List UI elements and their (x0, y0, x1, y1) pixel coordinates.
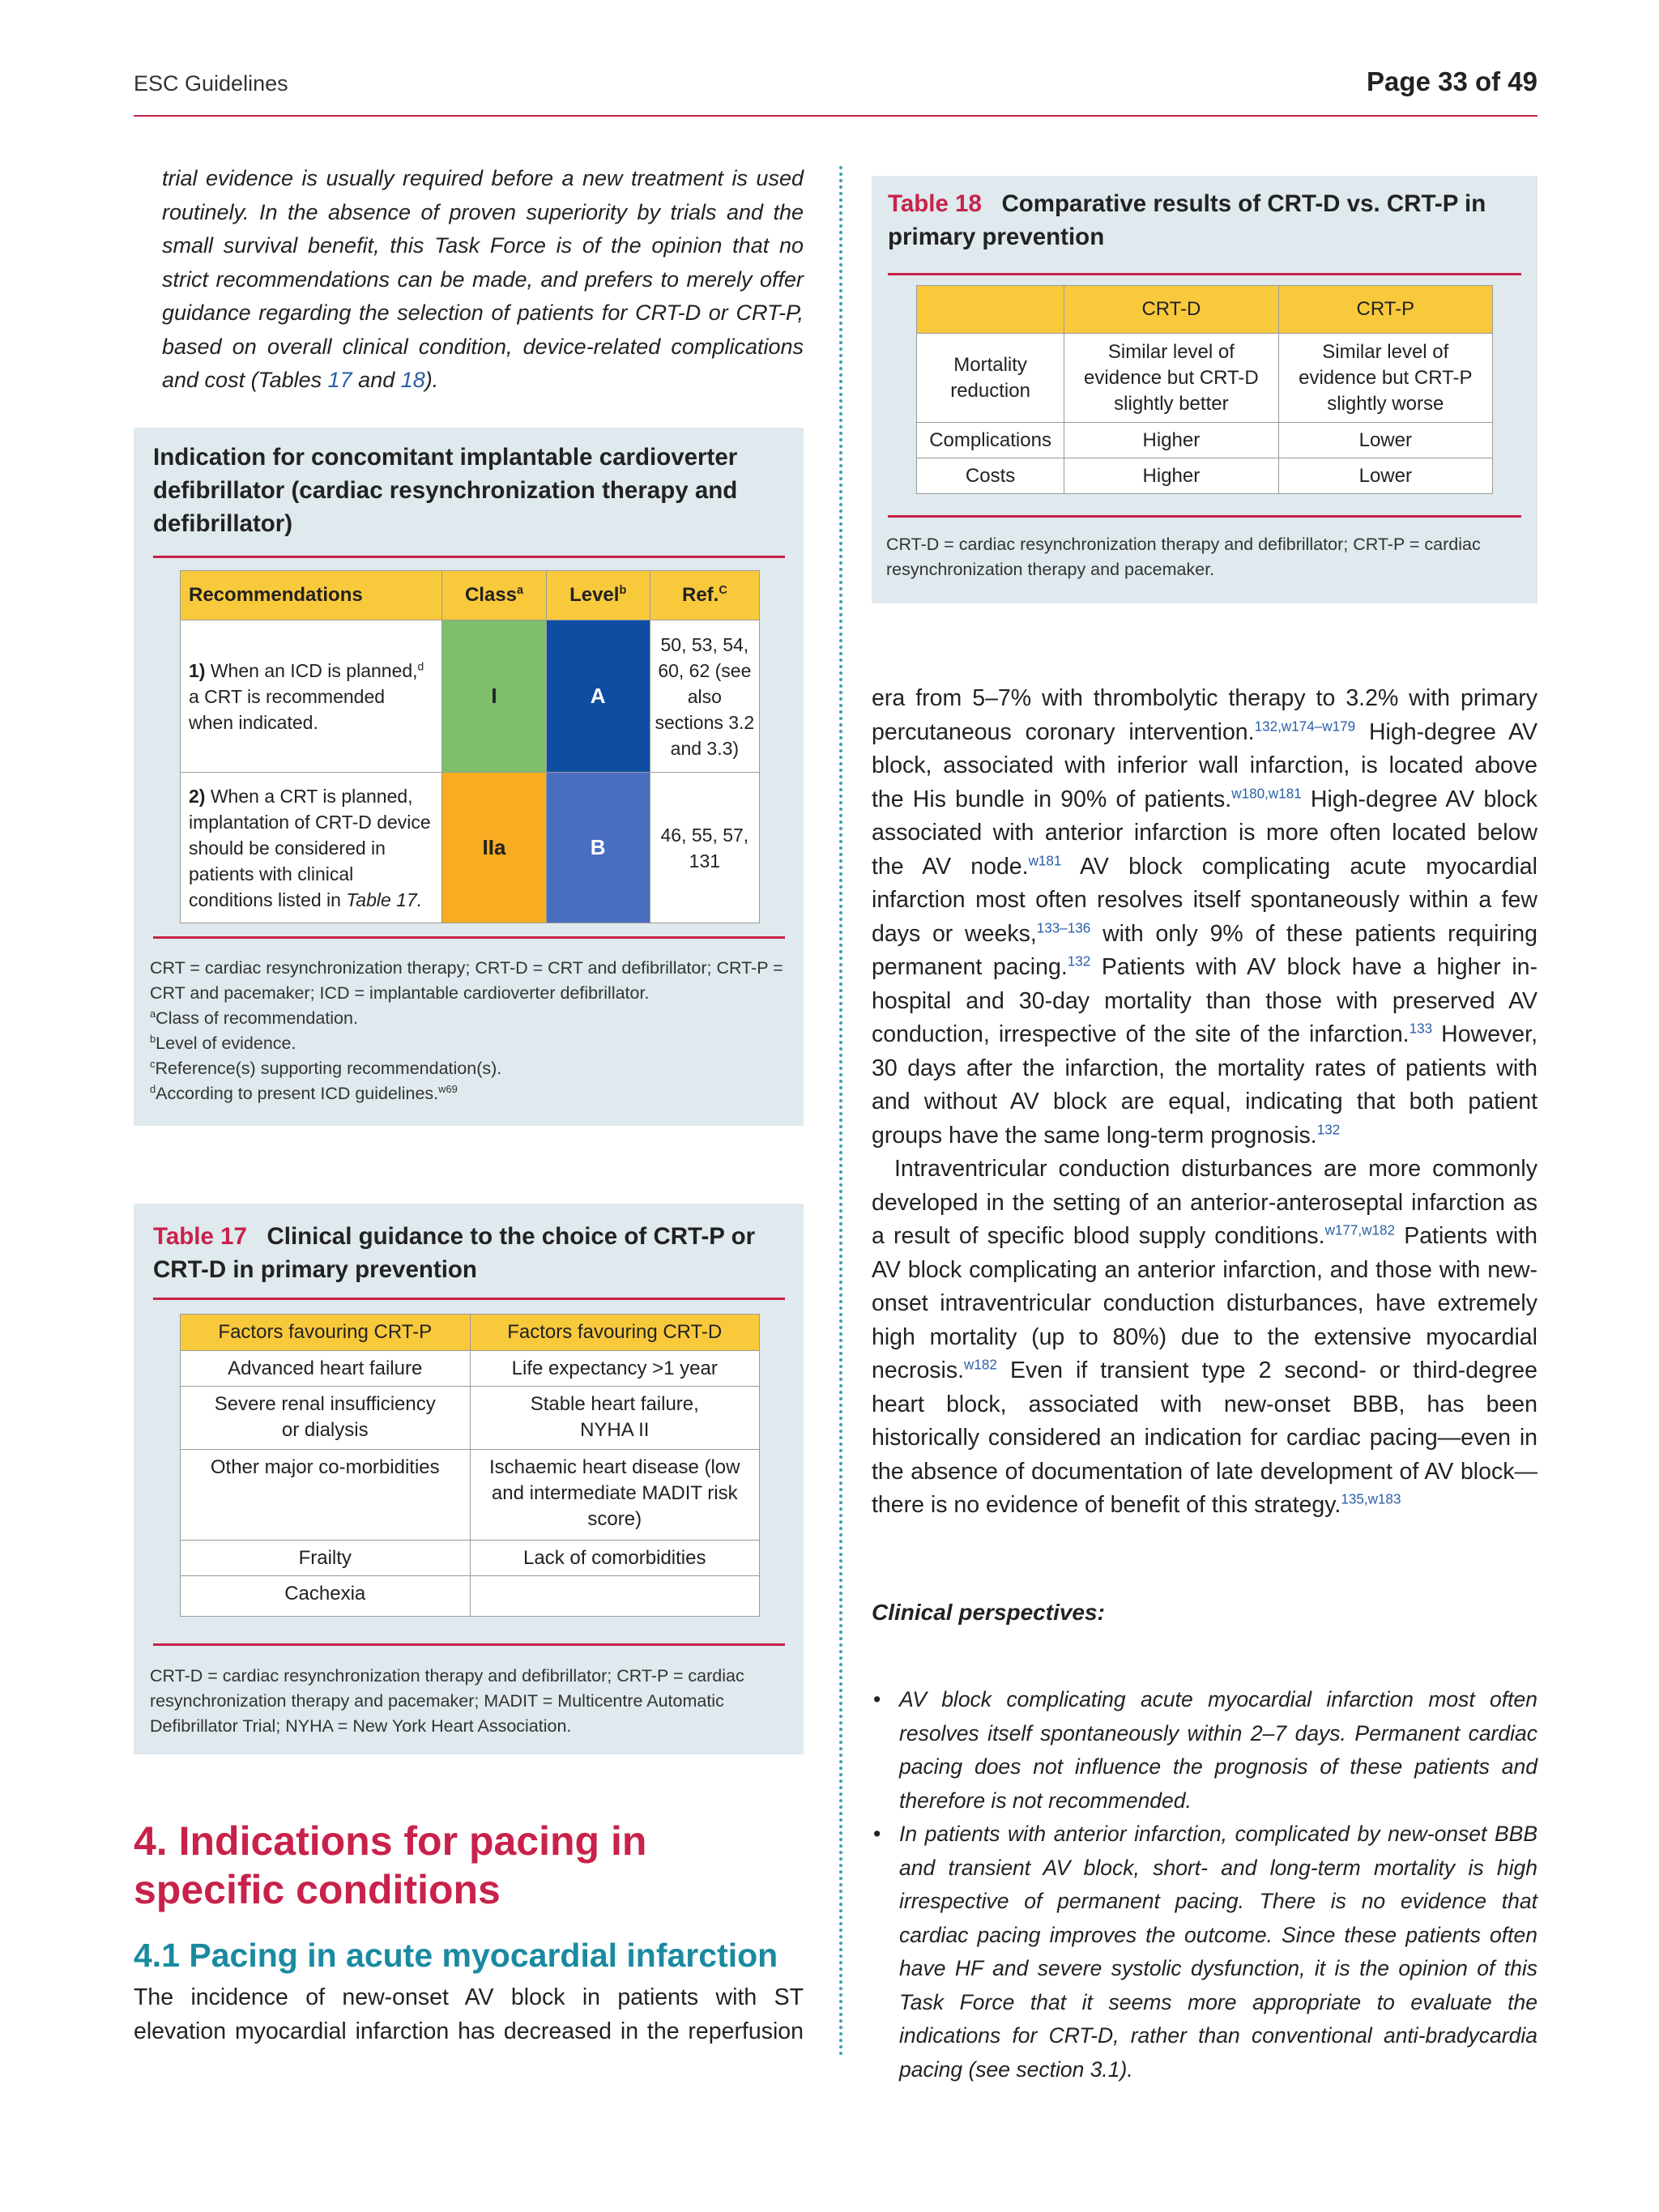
recommendation-text (181, 773, 442, 923)
list-item (872, 1818, 1537, 2086)
col-label: Recommendations (189, 584, 363, 606)
list-item (872, 1683, 1537, 1818)
table17-title (153, 1220, 785, 1286)
table-label: Table 17 (153, 1223, 247, 1250)
body-paragraph-1 (872, 682, 1537, 1153)
col-label: Ref. (681, 584, 719, 606)
note-c (150, 1056, 798, 1081)
cell: Life expectancy >1 year (470, 1351, 760, 1387)
citation-link[interactable]: 133 (1409, 1021, 1433, 1037)
col-class (442, 571, 546, 620)
box-rule (153, 1643, 785, 1646)
citation-link[interactable]: w182 (964, 1357, 997, 1373)
running-header: ESC Guidelines (134, 71, 288, 96)
body-text-segment: era from 5–7% with thrombolytic therapy to 3.2% with primary percutaneous coronary intervention. (872, 685, 1537, 745)
citation-link[interactable]: 132 (1316, 1122, 1341, 1137)
table-label: Table 18 (888, 190, 982, 217)
body-text-segment: Patients with AV block have a higher in-hospital and 30-day mortality than those with preserved AV conduction, irrespective of the site of the infarction. (872, 954, 1538, 1047)
table-row (181, 773, 760, 923)
col-recommendations (181, 571, 442, 620)
note-text: Class of recommendation. (156, 1008, 358, 1028)
recommendation-box (134, 428, 804, 1126)
table-title-text: Comparative results of CRT-D vs. CRT-P in primary prevention (888, 190, 1486, 250)
body-text-segment: High-degree AV block, associated with inferior wall infarction, is located above the His bundle in 90% of patients. (872, 718, 1537, 812)
cell: Frailty (181, 1541, 471, 1576)
body-text (872, 682, 1537, 1523)
row-label: Complications (917, 423, 1064, 458)
intro-text: trial evidence is usually required before a new treatment is used routinely. In the absence of proven superiority by trials and the small survival benefit, this Task Force is of the opinion that no strict recommendations can be made, and prefers to merely offer guidance regarding the selection of patients for CRT-D or CRT-P, based on overall clinical condition, device-related complications and cost (Tables (162, 166, 804, 392)
class-cell (442, 620, 546, 773)
table-title-text: Clinical guidance to the choice of CRT-P or CRT-D in primary prevention (153, 1223, 756, 1283)
col-crt-d: Factors favouring CRT-D (470, 1315, 760, 1351)
header-rule (134, 115, 1537, 117)
table-row (181, 1450, 760, 1541)
table17-link[interactable]: 17 (327, 368, 352, 392)
clinical-perspectives-list (872, 1683, 1537, 2086)
intro-and: and (352, 368, 401, 392)
cell: Other major co-morbidities (181, 1450, 471, 1541)
section-4-1-text: The incidence of new-onset AV block in patients with ST elevation myocardial infarction has decreased in the reperfusion (134, 1984, 804, 2044)
body-text-segment: Patients with AV block complicating an anterior infarction, and those with new-onset intraventricular conduction disturbances, have extremely high mortality (up to 80%) due to the extensive myocardial necrosis. (872, 1223, 1537, 1383)
row-label: Costs (917, 458, 1064, 494)
cell: Lack of comorbidities (470, 1541, 760, 1576)
note-b (150, 1031, 798, 1056)
table17-box (134, 1204, 804, 1754)
body-text-segment: Intraventricular conduction disturbances are more commonly developed in the setting of an anterior-anteroseptal infarction as a result of specific blood supply conditions. (872, 1156, 1537, 1249)
footnote-mark: b (150, 1032, 156, 1045)
table17-notes: CRT-D = cardiac resynchronization therapy and defibrillator; CRT-P = cardiac resynchronization therapy and pacemaker; MADIT = Multicentre Automatic Defibrillator Trial; NYHA = New York Heart Association. (150, 1666, 744, 1736)
cell: Severe renal insufficiency or dialysis (181, 1387, 471, 1450)
table-row (917, 423, 1493, 458)
bullet-icon: • (873, 1687, 881, 1711)
citation-link[interactable]: 133–136 (1036, 920, 1091, 936)
footnote-mark: C (719, 584, 727, 597)
col-crt-p: Factors favouring CRT-P (181, 1315, 471, 1351)
table-row (917, 334, 1493, 423)
clinical-perspectives-title: Clinical perspectives: (872, 1600, 1105, 1625)
row-number: 2) (189, 785, 206, 807)
body-paragraph-2 (872, 1153, 1537, 1523)
recommendation-text (181, 620, 442, 773)
note-a (150, 1006, 798, 1031)
class-value: IIa (482, 835, 506, 859)
table18-title (888, 187, 1520, 254)
box-rule (153, 936, 785, 939)
body-text-segment: Even if transient type 2 second- or third-degree heart block, associated with new-onset BBB, has been historically considered an indication for cardiac pacing—even in the absence of documentation of late development of AV block—there is no evidence of benefit of this strategy. (872, 1357, 1537, 1518)
recommendation-box-title: Indication for concomitant implantable cardioverter defibrillator (cardiac resynchronization therapy and defibrillator) (153, 444, 738, 537)
list-item-text: AV block complicating acute myocardial infarction most often resolves itself spontaneously within 2–7 days. Permanent cardiac pacing does not influence the prognosis of these patients and therefore is not recommended. (899, 1687, 1537, 1813)
list-item-text: In patients with anterior infarction, complicated by new-onset BBB and transient AV block, short- and long-term mortality is high irrespective of permanent pacing. There is no evidence that cardiac pacing improves the outcome. Since these patients often have HF and severe systolic dysfunction, it is the opinion of this Task Force that it seems more appropriate to evaluate the indications for CRT-D, rather than conventional anti-bradycardia pacing (see section 3.1). (899, 1822, 1537, 2082)
col-label: Level (569, 584, 620, 606)
body-text-segment: However, 30 days after the infarction, the mortality rates of patients with and without AV block are equal, indicating that both patient groups have the same long-term prognosis. (872, 1021, 1537, 1149)
cell: Cachexia (181, 1576, 471, 1617)
ref-value: 50, 53, 54, 60, 62 (see also sections 3.2 and 3.3) (655, 633, 755, 759)
table18-box (872, 176, 1537, 603)
footnote-mark: c (150, 1057, 156, 1070)
section-4-heading: 4. Indications for pacing in specific conditions (134, 1818, 647, 1912)
cell: Ischaemic heart disease (low and intermediate MADIT risk score) (470, 1450, 760, 1541)
cell: Similar level of evidence but CRT-P slightly worse (1278, 334, 1492, 423)
table-row (181, 1351, 760, 1387)
table-row (181, 620, 760, 773)
table18 (916, 285, 1493, 494)
note-abbreviations: CRT = cardiac resynchronization therapy; CRT-D = CRT and defibrillator; CRT-P = CRT and pacemaker; ICD = implantable cardioverter defibrillator. (150, 958, 783, 1003)
page-number: Page 33 of 49 (1367, 66, 1537, 96)
row-number: 1) (189, 659, 206, 681)
note-text: According to present ICD guidelines. (156, 1084, 439, 1103)
footnote-mark: d (150, 1082, 156, 1095)
body-text-segment: High-degree AV block associated with anterior infarction is more often located below the AV node. (872, 786, 1537, 880)
row-text: When a CRT is planned, implantation of CRT-D device should be considered in patients with clinical conditions listed in (189, 785, 431, 910)
footnote-mark: d (417, 659, 424, 672)
table-header-row (181, 571, 760, 620)
cell: Advanced heart failure (181, 1351, 471, 1387)
citation-link[interactable]: w177,w182 (1324, 1222, 1396, 1238)
col-crt-p: CRT-P (1278, 286, 1492, 334)
note-text: Reference(s) supporting recommendation(s). (155, 1059, 502, 1078)
cell (470, 1576, 760, 1617)
citation-link[interactable]: w180,w181 (1231, 786, 1302, 801)
body-text-segment: with only 9% of these patients requiring permanent pacing. (872, 920, 1537, 980)
citation: w69 (438, 1082, 458, 1095)
footnote-mark: a (517, 584, 524, 597)
cell: Higher (1064, 458, 1278, 494)
col-crt-d: CRT-D (1064, 286, 1278, 334)
class-value: I (491, 684, 497, 708)
table17 (180, 1314, 760, 1617)
box-rule (153, 1298, 785, 1300)
row-text: When an ICD is planned, (205, 659, 418, 681)
ref-cell (650, 620, 759, 773)
table-row (917, 458, 1493, 494)
citation-link[interactable]: 135,w183 (1341, 1491, 1401, 1507)
cell: Higher (1064, 423, 1278, 458)
ref-value: 46, 55, 57, 131 (660, 824, 749, 872)
table18-link[interactable]: 18 (400, 368, 425, 392)
citation-link[interactable]: 132,w174–w179 (1254, 718, 1356, 734)
row-label: Mortality reduction (917, 334, 1064, 423)
row-text: a CRT is recommended when indicated. (189, 685, 386, 733)
note-text: Level of evidence. (156, 1034, 296, 1053)
cell: Similar level of evidence but CRT-D slightly better (1064, 334, 1278, 423)
cell: Lower (1278, 458, 1492, 494)
section-4-1-heading: 4.1 Pacing in acute myocardial infarction (134, 1937, 778, 1974)
table-row (181, 1541, 760, 1576)
footnote-mark: a (150, 1007, 156, 1020)
table-row (181, 1576, 760, 1617)
table18-notes: CRT-D = cardiac resynchronization therapy and defibrillator; CRT-P = cardiac resynchronization therapy and pacemaker. (886, 535, 1481, 579)
citation-link[interactable]: w181 (1028, 853, 1062, 868)
box-rule (888, 515, 1521, 518)
intro-end: ). (424, 368, 439, 392)
footnote-mark: b (619, 584, 627, 597)
table-header-row (181, 1315, 760, 1351)
level-cell (546, 620, 650, 773)
bullet-icon: • (873, 1822, 881, 1846)
col-label: Class (464, 584, 518, 606)
col-ref (650, 571, 759, 620)
col-empty (917, 286, 1064, 334)
note-d (150, 1081, 798, 1106)
table17-link[interactable]: Table 17. (346, 889, 423, 910)
table-row (181, 1387, 760, 1450)
table-header-row (917, 286, 1493, 334)
level-value: A (590, 684, 606, 708)
body-text-segment: AV block complicating acute myocardial infarction most often resolves itself spontaneously within a few days or weeks, (872, 853, 1537, 947)
recommendation-table (180, 570, 760, 923)
intro-paragraph (162, 162, 804, 398)
cell: Stable heart failure, NYHA II (470, 1387, 760, 1450)
recommendation-notes (150, 956, 798, 1106)
column-separator (839, 166, 842, 2057)
col-level (546, 571, 650, 620)
cell: Lower (1278, 423, 1492, 458)
box-rule (153, 556, 785, 558)
level-value: B (590, 835, 606, 859)
class-cell (442, 773, 546, 923)
level-cell (546, 773, 650, 923)
citation-link[interactable]: 132 (1067, 953, 1091, 970)
box-rule (888, 273, 1521, 275)
ref-cell (650, 773, 759, 923)
